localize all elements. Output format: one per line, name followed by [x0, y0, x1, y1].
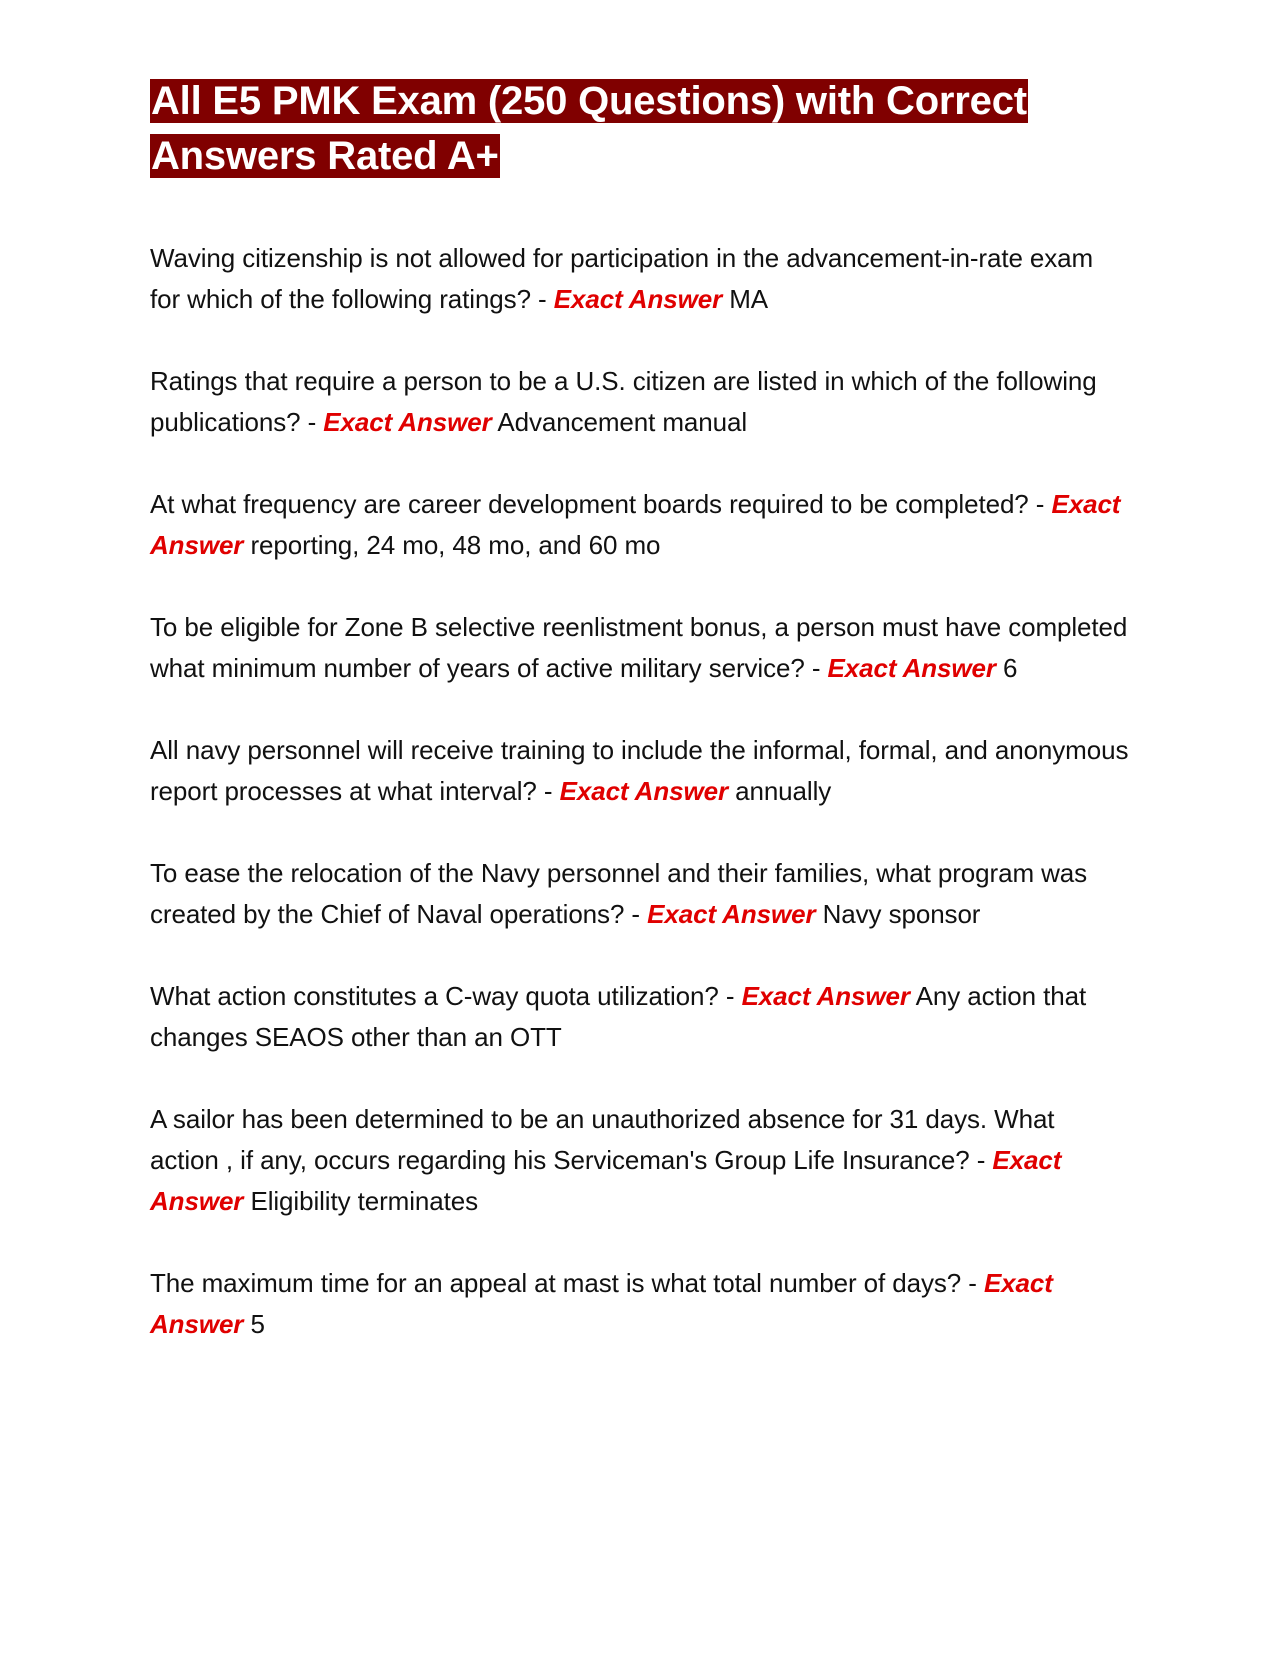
question-text: To be eligible for Zone B selective reenlistment bonus, a person must have completed what minimum number of years of active military service?	[150, 612, 1128, 683]
exact-answer-label: Exact Answer	[150, 1145, 1062, 1216]
qa-item	[150, 853, 1130, 935]
document-title	[150, 74, 1130, 184]
separator: -	[961, 1268, 984, 1298]
exact-answer-label: Exact Answer	[150, 489, 1121, 560]
separator: -	[804, 653, 828, 683]
qa-item	[150, 484, 1130, 566]
separator: -	[624, 899, 648, 929]
answer-text: 5	[250, 1309, 265, 1339]
question-text: At what frequency are career development boards required to be completed?	[150, 489, 1029, 519]
answer-text: Eligibility terminates	[250, 1186, 479, 1216]
separator: -	[300, 407, 324, 437]
qa-item	[150, 730, 1130, 812]
exact-answer-label: Exact Answer	[647, 899, 816, 929]
separator: -	[718, 981, 742, 1011]
answer-text: Advancement manual	[497, 407, 748, 437]
answer-text: annually	[735, 776, 832, 806]
document-body	[150, 74, 1130, 1386]
answer-text: MA	[729, 284, 769, 314]
question-text: The maximum time for an appeal at mast is what total number of days?	[150, 1268, 962, 1298]
exact-answer-label: Exact Answer	[559, 776, 728, 806]
separator: -	[969, 1145, 993, 1175]
qa-item	[150, 238, 1130, 320]
qa-item	[150, 1263, 1130, 1345]
answer-text: Navy sponsor	[822, 899, 981, 929]
separator: -	[530, 284, 554, 314]
answer-text: reporting, 24 mo, 48 mo, and 60 mo	[250, 530, 661, 560]
exact-answer-label: Exact Answer	[827, 653, 996, 683]
answer-text: 6	[1003, 653, 1018, 683]
qa-item	[150, 976, 1130, 1058]
document-title-text: All E5 PMK Exam (250 Questions) with Correct Answers Rated A+	[151, 79, 1027, 178]
exact-answer-label: Exact Answer	[741, 981, 910, 1011]
question-text: All navy personnel will receive training to include the informal, formal, and anonymous report processes at what interval?	[150, 735, 1129, 806]
exact-answer-label: Exact Answer	[150, 1268, 1053, 1339]
qa-item	[150, 607, 1130, 689]
qa-item	[150, 361, 1130, 443]
question-text: A sailor has been determined to be an unauthorized absence for 31 days. What action , if any, occurs regarding his Serviceman's Group Life Insurance?	[150, 1104, 1055, 1175]
question-text: To ease the relocation of the Navy personnel and their families, what program was created by the Chief of Naval operations?	[150, 858, 1088, 929]
answer-text: Any action that changes SEAOS other than an OTT	[150, 981, 1087, 1052]
qa-item	[150, 1099, 1130, 1222]
exact-answer-label: Exact Answer	[553, 284, 723, 314]
question-text: Waving citizenship is not allowed for participation in the advancement-in-rate exam for which of the following ratings?	[150, 243, 1094, 314]
exact-answer-label: Exact Answer	[323, 407, 492, 437]
separator: -	[1028, 489, 1052, 519]
separator: -	[536, 776, 560, 806]
question-text: What action constitutes a C-way quota utilization?	[150, 981, 719, 1011]
question-text: Ratings that require a person to be a U.S. citizen are listed in which of the following publications?	[150, 366, 1097, 437]
